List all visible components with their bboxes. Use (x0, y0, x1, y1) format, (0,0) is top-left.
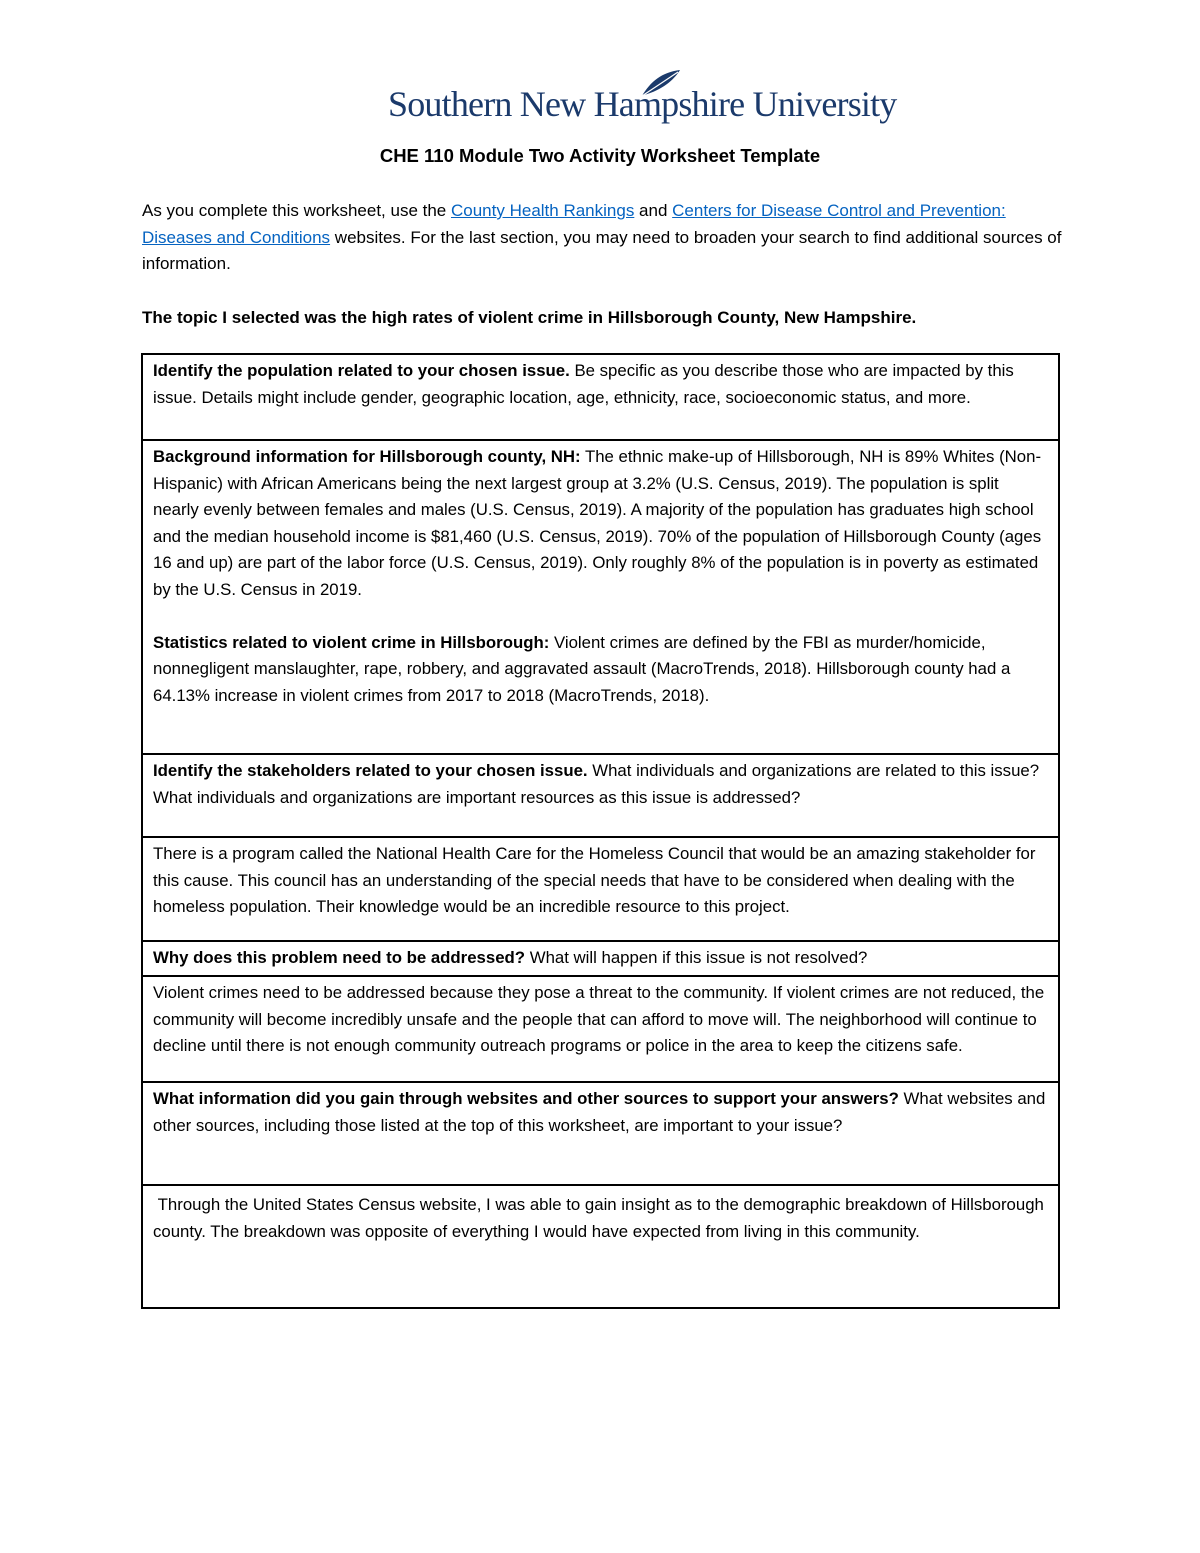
sources-answer-row (143, 1184, 1058, 1307)
why-prompt-text: What will happen if this issue is not resolved? (525, 948, 868, 967)
sources-prompt-text: What websites and other sources, including those listed at the top of this worksheet, are important to your issue? (153, 1089, 1046, 1135)
population-prompt-row (143, 355, 1058, 439)
sources-answer-text: Through the United States Census website, I was able to gain insight as to the demographic breakdown of Hillsborough county. The breakdown was opposite of everything I would have expected from living in this community. (153, 1195, 1049, 1241)
cdc-diseases-link[interactable]: Centers for Disease Control and Prevention: Diseases and Conditions (142, 201, 1006, 247)
background-paragraph (153, 444, 1048, 603)
stakeholders-prompt-text: What individuals and organizations are related to this issue? What individuals and organizations are important resources as this issue is addressed? (153, 761, 1040, 807)
county-health-rankings-link[interactable]: County Health Rankings (451, 201, 635, 220)
population-prompt-text: Be specific as you describe those who are impacted by this issue. Details might include gender, geographic location, age, ethnicity, race, socioeconomic status, and more. (153, 361, 1014, 407)
page-title: CHE 110 Module Two Activity Worksheet Template (379, 145, 821, 166)
background-heading: Background information for Hillsborough county, NH: (153, 447, 581, 466)
worksheet-table (141, 353, 1060, 1309)
intro-text-end: websites. For the last section, you may need to broaden your search to find additional sources of information. (142, 227, 1062, 273)
why-answer-text: Violent crimes need to be addressed because they pose a threat to the community. If violent crimes are not reduced, the community will become incredibly unsafe and the people that can afford to move will. The neighborhood will continue to decline until there is not enough community outreach programs or police in the area to keep the citizens safe. (153, 983, 1045, 1055)
stakeholders-prompt-row (143, 753, 1058, 836)
sources-prompt-row (143, 1081, 1058, 1184)
statistics-heading: Statistics related to violent crime in Hillsborough: (153, 632, 550, 652)
statistics-paragraph (153, 630, 1048, 710)
stakeholders-answer-text: There is a program called the National Health Care for the Homeless Council that would be an amazing stakeholder for this cause. This council has an understanding of the special needs that have to be considered when dealing with the homeless population. Their knowledge would be an incredible resource to this project. (153, 844, 1036, 916)
why-prompt-heading: Why does this problem need to be addressed? (153, 948, 526, 967)
intro-paragraph (142, 198, 1062, 278)
statistics-text: Violent crimes are defined by the FBI as murder/homicide, nonnegligent manslaughter, rape, robbery, and aggravated assault (MacroTrends, 2018). Hillsborough county had a 64.13% increase in violent crimes from 2017 to 2018 (MacroTrends, 2018). (153, 632, 1011, 705)
logo-wordmark: Southern New Hampshire University (388, 84, 897, 124)
background-text: The ethnic make-up of Hillsborough, NH is 89% Whites (Non-Hispanic) with African Americans being the next largest group at 3.2% (U.S. Census, 2019). The population is split nearly evenly between females and males (U.S. Census, 2019). A majority of the population has graduates high school and the median household income is $81,460 (U.S. Census, 2019). 70% of the population of Hillsborough County (ages 16 and up) are part of the labor force (U.S. Census, 2019). Only roughly 8% of the population is in poverty as estimated by the U.S. Census in 2019. (153, 447, 1042, 599)
population-answer-row (143, 439, 1058, 753)
why-prompt-row (143, 940, 1058, 975)
paragraph-spacer (153, 603, 1048, 630)
university-logo (388, 70, 897, 138)
stakeholders-prompt-heading: Identify the stakeholders related to your chosen issue. (153, 761, 588, 780)
why-answer-row (143, 975, 1058, 1081)
sources-prompt-heading: What information did you gain through websites and other sources to support your answers? (153, 1089, 899, 1108)
population-prompt-heading: Identify the population related to your chosen issue. (153, 361, 570, 380)
selected-topic: The topic I selected was the high rates of violent crime in Hillsborough County, New Hampshire. (142, 308, 917, 327)
stakeholders-answer-row (143, 836, 1058, 940)
intro-text-mid: and (634, 201, 673, 220)
intro-text-start: As you complete this worksheet, use the (142, 201, 451, 220)
